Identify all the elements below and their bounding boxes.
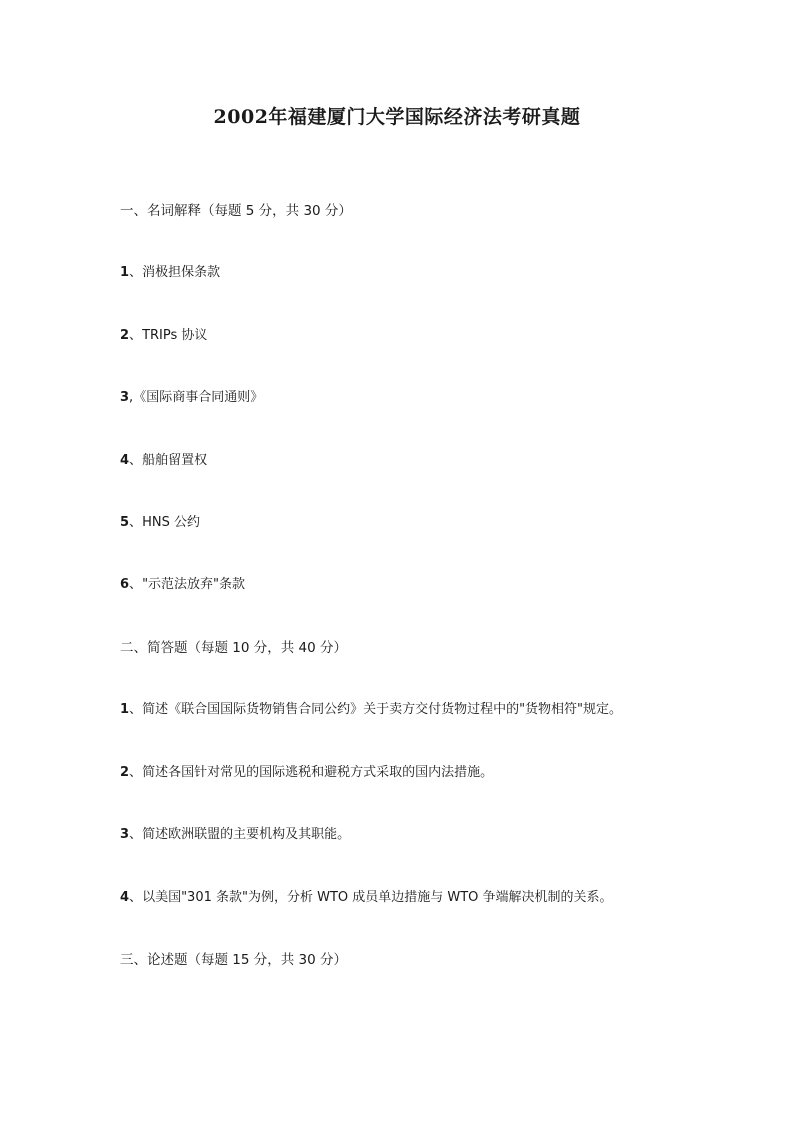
- item-separator: 、: [129, 765, 143, 780]
- item-number: 2: [120, 765, 130, 780]
- list-item: [120, 452, 207, 470]
- item-separator: 、: [129, 515, 143, 530]
- item-number: 4: [120, 890, 130, 905]
- item-number: 4: [120, 453, 130, 468]
- list-item: [120, 264, 220, 282]
- item-number: 2: [120, 328, 130, 343]
- list-item: [120, 576, 245, 594]
- list-item: [120, 327, 207, 345]
- list-item: [120, 826, 350, 844]
- section-heading-2: 二、简答题（每题 10 分，共 40 分）: [120, 640, 348, 656]
- item-separator: 、: [129, 328, 143, 343]
- item-separator: 、: [129, 702, 143, 717]
- item-text: 《国际商事合同通则》: [133, 390, 264, 405]
- item-number: 5: [120, 515, 130, 530]
- page-title: 2002年福建厦门大学国际经济法考研真题: [213, 106, 581, 128]
- item-number: 3: [120, 827, 130, 842]
- item-text: 简述欧洲联盟的主要机构及其职能。: [142, 827, 351, 842]
- item-number: 3: [120, 390, 130, 405]
- item-separator: 、: [129, 890, 143, 905]
- item-text: 简述各国针对常见的国际逃税和避税方式采取的国内法措施。: [142, 765, 494, 780]
- section-heading-3: 三、论述题（每题 15 分，共 30 分）: [120, 952, 348, 968]
- item-text: 简述《联合国国际货物销售合同公约》关于卖方交付货物过程中的"货物相符"规定。: [142, 702, 623, 717]
- item-separator: 、: [129, 265, 143, 280]
- item-text: TRIPs 协议: [142, 328, 208, 343]
- list-item: [120, 514, 200, 532]
- item-separator: 、: [129, 453, 143, 468]
- list-item: [120, 701, 622, 719]
- section-heading-1: 一、名词解释（每题 5 分，共 30 分）: [120, 203, 352, 219]
- item-text: HNS 公约: [142, 515, 200, 530]
- item-text: 消极担保条款: [142, 265, 221, 280]
- item-text: "示范法放弃"条款: [142, 577, 246, 592]
- item-number: 1: [120, 702, 130, 717]
- item-separator: 、: [129, 827, 143, 842]
- list-item: [120, 389, 263, 407]
- item-number: 1: [120, 265, 130, 280]
- item-separator: 、: [129, 577, 143, 592]
- item-number: 6: [120, 577, 130, 592]
- list-item: [120, 764, 493, 782]
- item-text: 船舶留置权: [142, 453, 208, 468]
- list-item: [120, 889, 613, 907]
- item-separator: ,: [129, 390, 134, 405]
- item-text: 以美国"301 条款"为例，分析 WTO 成员单边措施与 WTO 争端解决机制的关系。: [142, 890, 613, 905]
